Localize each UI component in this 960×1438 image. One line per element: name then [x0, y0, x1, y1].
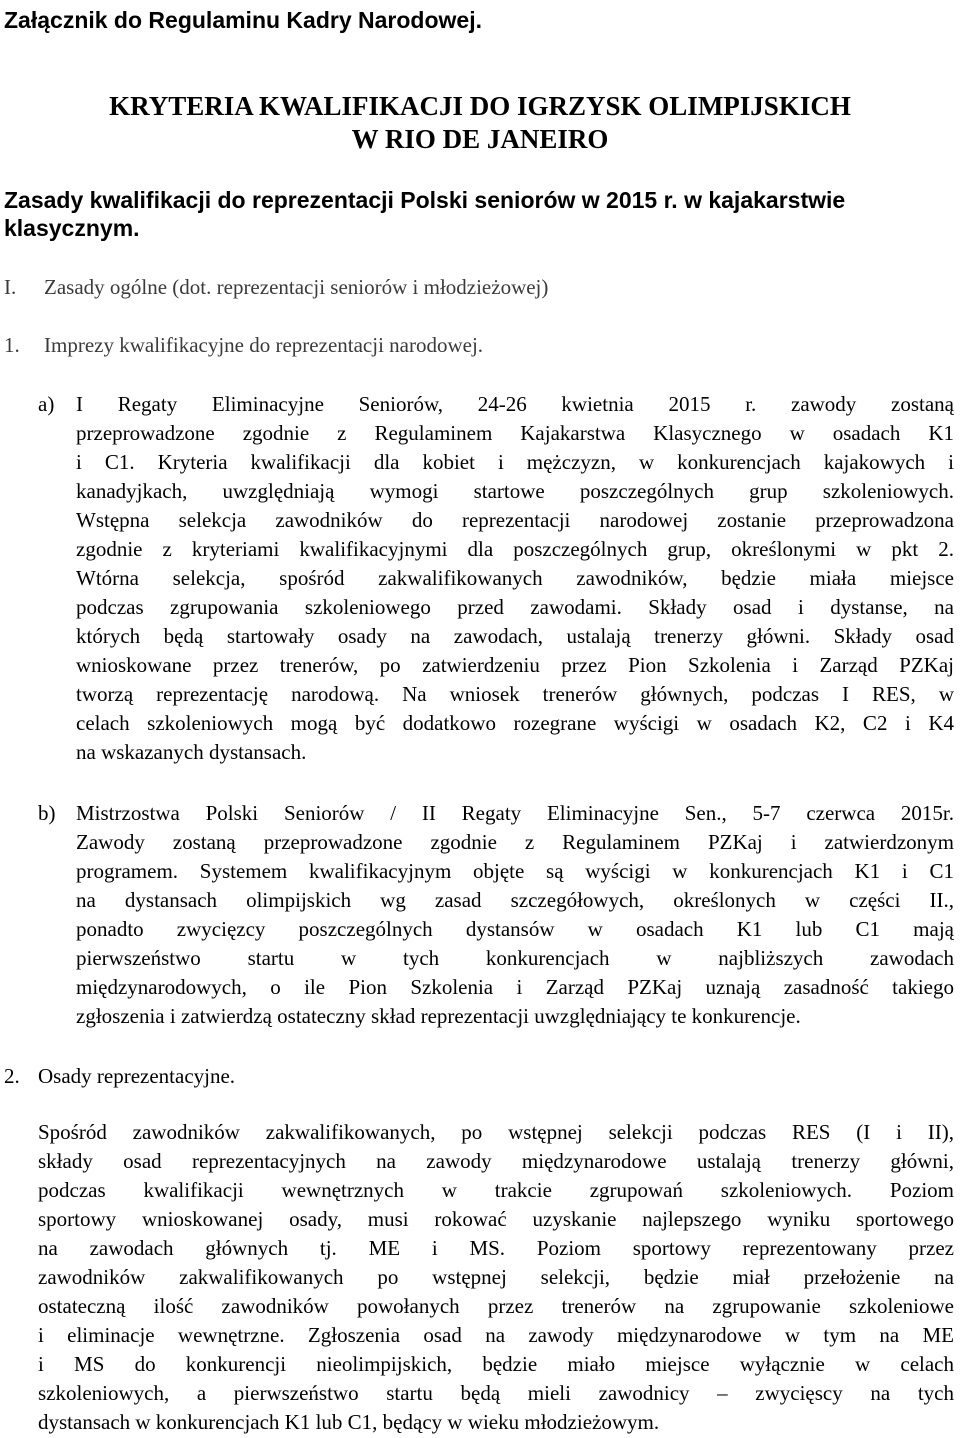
item-b-line: pierwszeństwo startu w tych konkurencjach w najbliższych zawodach	[76, 946, 954, 970]
item-2-line: sportowy wnioskowanej osady, musi rokować uzyskanie najlepszego wyniku sportowego	[38, 1207, 954, 1231]
item-2-line: składy osad reprezentacyjnych na zawody międzynarodowe ustalają trenerzy główni,	[38, 1149, 954, 1173]
item-a-line: na wskazanych dystansach.	[76, 740, 307, 764]
item-2-line: ostateczną ilość zawodników powołanych przez trenerów na zgrupowanie szkoleniowe	[38, 1294, 954, 1318]
item-a-line: wnioskowane przez trenerów, po zatwierdzeniu przez Pion Szkolenia i Zarząd PZKaj	[76, 653, 954, 677]
item-2-line: zawodników zakwalifikowanych po wstępnej selekcji, będzie miał przełożenie na	[38, 1265, 954, 1289]
item-a-line: podczas zgrupowania szkoleniowego przed zawodami. Składy osad i dystanse, na	[76, 595, 954, 619]
item-b-line: na dystansach olimpijskich wg zasad szczegółowych, określonych w części II.,	[76, 888, 954, 912]
item-b-line: międzynarodowych, o ile Pion Szkolenia i Zarząd PZKaj uznają zasadność takiego	[76, 975, 954, 999]
subtitle-line-1: Zasady kwalifikacji do reprezentacji Polski seniorów w 2015 r. w kajakarstwie	[4, 187, 846, 213]
item-b-paragraph	[76, 799, 954, 1031]
item-2-number: 2.	[4, 1064, 20, 1088]
item-b-line: zgłoszenia i zatwierdzą ostateczny skład reprezentacji uwzględniający te konkurencje.	[76, 1004, 801, 1028]
item-b-line: Zawody zostaną przeprowadzone zgodnie z Regulaminem PZKaj i zatwierdzonym	[76, 830, 954, 854]
section-number: I.	[4, 275, 17, 299]
title-line-1: KRYTERIA KWALIFIKACJI DO IGRZYSK OLIMPIJSKICH	[109, 91, 851, 121]
item-2-line: Spośród zawodników zakwalifikowanych, po wstępnej selekcji podczas RES (I i II),	[38, 1120, 954, 1144]
document-header: Załącznik do Regulaminu Kadry Narodowej.	[4, 7, 482, 33]
item-a-marker: a)	[38, 392, 55, 416]
item-2-title: Osady reprezentacyjne.	[38, 1064, 236, 1088]
item-2-line: na zawodach głównych tj. ME i MS. Poziom sportowy reprezentowany przez	[38, 1236, 954, 1260]
subtitle-line-2: klasycznym.	[4, 215, 140, 241]
item-a-line: celach szkoleniowych mogą być dodatkowo rozegrane wyścigi w osadach K2, C2 i K4	[76, 711, 954, 735]
section-title: Zasady ogólne (dot. reprezentacji seniorów i młodzieżowej)	[44, 275, 549, 299]
item-a-line: Wstępna selekcja zawodników do reprezentacji narodowej zostanie przeprowadzona	[76, 508, 954, 532]
item-2-line: i eliminacje wewnętrzne. Zgłoszenia osad na zawody międzynarodowe w tym na ME	[38, 1323, 954, 1347]
item-a-line: przeprowadzone zgodnie z Regulaminem Kajakarstwa Klasycznego w osadach K1	[76, 421, 954, 445]
item-2-line: szkoleniowych, a pierwszeństwo startu będą mieli zawodnicy – zwycięscy na tych	[38, 1381, 954, 1405]
item-2-line: dystansach w konkurencjach K1 lub C1, będący w wieku młodzieżowym.	[38, 1410, 660, 1434]
item-b-line: programem. Systemem kwalifikacyjnym objęte są wyścigi w konkurencjach K1 i C1	[76, 859, 954, 883]
item-2-line: podczas kwalifikacji wewnętrznych w trakcie zgrupowań szkoleniowych. Poziom	[38, 1178, 954, 1202]
item-2-paragraph	[38, 1118, 954, 1437]
item-a-line: zgodnie z kryteriami kwalifikacyjnymi dla poszczególnych grup, określonymi w pkt 2.	[76, 537, 954, 561]
title-line-2: W RIO DE JANEIRO	[351, 124, 609, 154]
item-a-line: i C1. Kryteria kwalifikacji dla kobiet i mężczyzn, w konkurencjach kajakowych i	[76, 450, 954, 474]
item-a-line: I Regaty Eliminacyjne Seniorów, 24-26 kwietnia 2015 r. zawody zostaną	[76, 392, 954, 416]
item-b-line: Mistrzostwa Polski Seniorów / II Regaty Eliminacyjne Sen., 5-7 czerwca 2015r.	[76, 801, 954, 825]
item-a-line: kanadyjkach, uwzględniają wymogi startowe poszczególnych grup szkoleniowych.	[76, 479, 954, 503]
item-1-title: Imprezy kwalifikacyjne do reprezentacji narodowej.	[44, 333, 484, 357]
item-1-number: 1.	[4, 333, 20, 357]
item-a-line: Wtórna selekcja, spośród zakwalifikowanych zawodników, będzie miała miejsce	[76, 566, 954, 590]
item-a-line: tworzą reprezentację narodową. Na wniosek trenerów głównych, podczas I RES, w	[76, 682, 954, 706]
item-b-line: ponadto zwycięzcy poszczególnych dystansów w osadach K1 lub C1 mają	[76, 917, 954, 941]
item-a-paragraph	[76, 390, 954, 767]
item-2-line: i MS do konkurencji nieolimpijskich, będzie miało miejsce wyłącznie w celach	[38, 1352, 954, 1376]
item-b-marker: b)	[38, 801, 56, 825]
item-a-line: których będą startowały osady na zawodach, ustalają trenerzy główni. Składy osad	[76, 624, 954, 648]
